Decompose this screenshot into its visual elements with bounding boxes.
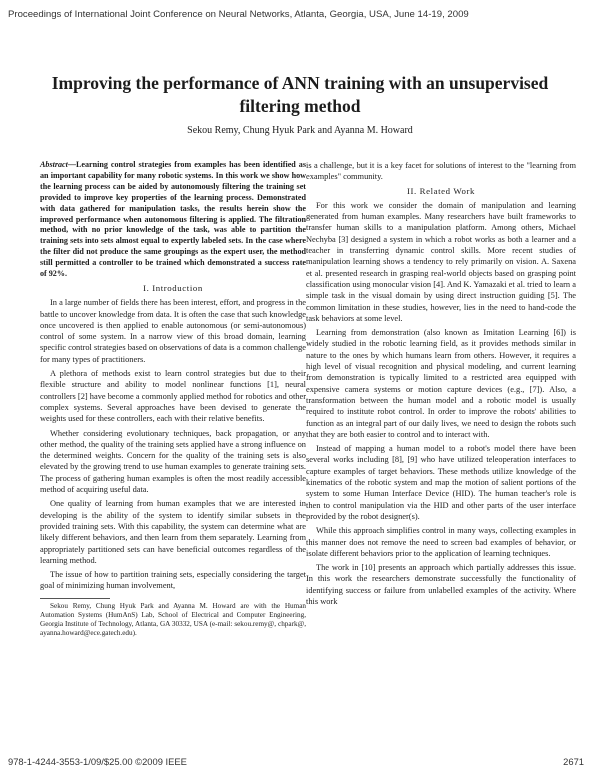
body-paragraph: A plethora of methods exist to learn control strategies but due to their flexible structure and ability to model nonlinear functions [1], neural controllers [2] have become a commonly applied method for robotics and other complex systems. Several approaches have been devised to generate the weights used for these controllers, each with their relative benefits. [40,369,306,424]
section-heading-related-work: II. Related Work [406,185,476,196]
body-paragraph: is a challenge, but it is a key facet for solutions of interest to the "learning from examples" community. [306,161,576,182]
body-paragraph: Whether considering evolutionary techniques, back propagation, or any other method, the quality of the training sets applied have a strong influence on the determined weights. Concern for the quality of the training sets is also elevated by the growing trend to use human examples to generate training sets. The process of gathering human examples is often the most readily accessible method of acquiring useful data. [40,428,306,495]
abstract [40,160,306,280]
copyright-line: 978-1-4244-3553-1/09/$25.00 ©2009 IEEE [8,756,187,767]
page-footer [8,756,592,767]
body-paragraph: While this approach simplifies control in many ways, collecting examples in this manner does not remove the need to screen bad examples of behavior, or isolate different behaviors prior to the application of learning techniques. [306,526,576,558]
body-paragraph: The work in [10] presents an approach which partially addresses this issue. In this work the researchers demonstrate successfully the functionality of identifying success or failure from unlabelled examples of the activity. Where this work [306,563,576,606]
author-list: Sekou Remy, Chung Hyuk Park and Ayanna M. Howard [187,125,413,136]
footnote-divider [40,598,110,599]
body-paragraph: Instead of mapping a human model to a robot's model there have been several works including [8], [9] who have utilized teleoperation interfaces to capture examples of target behaviors. These methods utilize knowledge of the kinematics of the robotic system and map the motion of salient portions of the system to some Human Interface Device (HID). The human teacher's role is then to control manipulation via the HID and other parts of the user interface provided by the robot designer(s). [306,444,576,521]
conference-header: Proceedings of International Joint Conference on Neural Networks, Atlanta, Georgia, USA, June 14-19, 2009 [8,9,469,20]
left-column [40,160,306,642]
body-paragraph: The issue of how to partition training sets, especially considering the target goal of minimizing human involvement, [40,570,306,591]
author-footnote: Sekou Remy, Chung Hyuk Park and Ayanna M. Howard are with the Human Automation Systems (HumAnS) Lab, School of Electrical and Computer Engineering, Georgia Institute of Technology, Atlanta, GA 30332, USA (e-mail: sekou.remy@, chpark@, ayanna.howard@ece.gatech.edu). [40,601,306,638]
body-paragraph: In a large number of fields there has been interest, effort, and progress in the battle to uncover knowledge from data. It is often the case that such knowledge once uncovered is then applied to enable autonomous (or semi-autonomous) control of some system. In a narrow view of this broad domain, learning specific control strategies based on observations of data is a common challenge for many types of practitioners. [40,298,306,364]
paper-title: Improving the performance of ANN training with an unsupervised filtering method [51,73,549,116]
page-number: 2671 [563,756,584,767]
body-paragraph: One quality of learning from human examples that we are interested in developing is the ability of the system to identify similar subsets in the provided training sets. With this capability, the system can determine what are likely different behaviors, and then learn from them separately. Learning from appropriately partitioned sets can have beneficial outcomes regardless of the learning method. [40,499,306,565]
abstract-text: —Learning control strategies from examples has been identified as an important capability for many robotic systems. In this work we show how the learning process can be aided by autonomously filtering the training set provided to improve key properties of the learning process. Demonstrated with data gathered for manipulation tasks, the results herein show the improved performance when autonomous filtering is applied. The filtration method, with no prior knowledge of the task, was able to partition the training sets into sets almost equal to expertly labeled sets. In the case where the filter did not produce the same groupings as the expert user, the method still permitted a controller to be trained which demonstrated a success rate of 92%. [40,160,306,279]
abstract-lead: Abstract [40,160,68,169]
body-paragraph: For this work we consider the domain of manipulation and learning generated from human examples. Many researchers have built frameworks to transfer human skills to a manipulation platform. Among others, Michael Nechyba [3] designed a system in which a robot works as both a learner and a teacher in transferring dynamic control skills. More recent studies of manipulation learning shows a tendency to rely primarily on vision. A. Saxena et al. presented research in grasping real-world objects based on grasping point classification using monocular vision [4]. And K. Yamazaki et al. tried to learn a simple task in the visual domain by using direct instruction guiding [5]. The common limitation in these studies, however, lies in the need to hand-code the task behaviors at some level. [306,200,576,323]
section-heading-introduction: I. Introduction [143,282,203,293]
right-column [306,160,576,610]
body-paragraph: Learning from demonstration (also known as Imitation Learning [6]) is widely studied in the robotic learning field, as it provides methods similar in nature to the ones by which humans learn from others. However, it requires a high level of visual recognition and physical modeling, and current learning from demonstration is typically limited to a restricted area equipped with expensive camera systems or motion capture devices (e.g., [7]). Also, a transformation between the human model and a robotic model is usually required to institute robot control. In order to improve the robots' abilities to function as an integral part of our daily lives, we need to design the robots such that they are both easier to control and to interact with. [306,328,576,439]
